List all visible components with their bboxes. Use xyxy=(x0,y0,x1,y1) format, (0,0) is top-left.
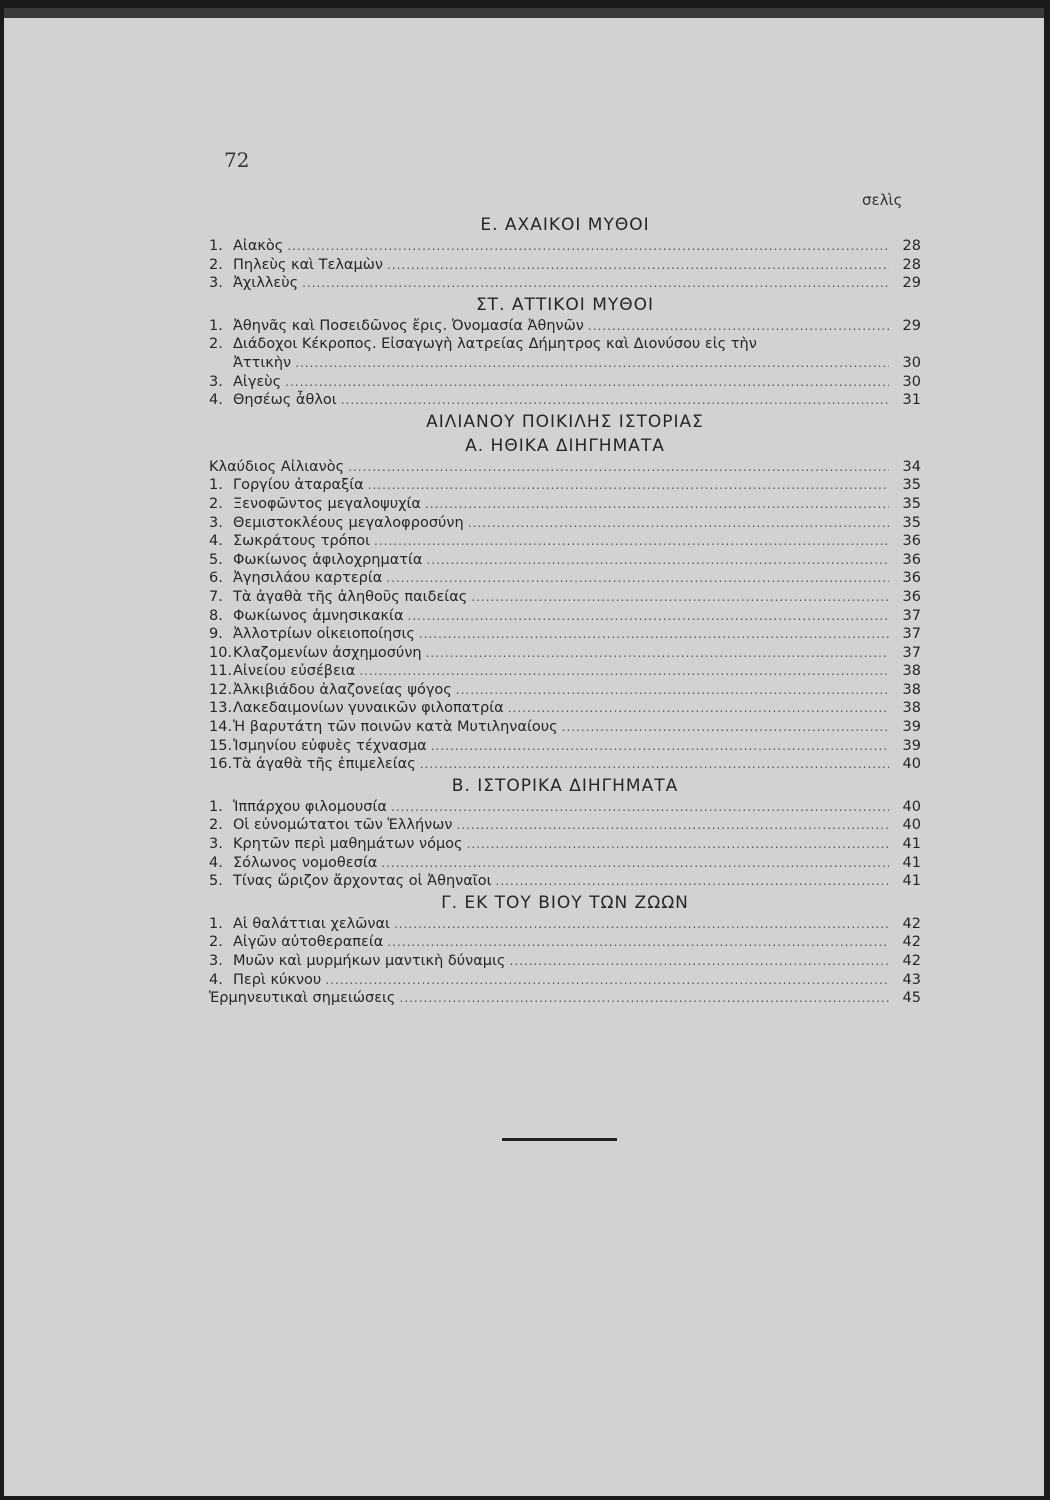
dot-leader xyxy=(468,514,889,533)
entry-number: 9. xyxy=(209,626,223,643)
entry-page: 36 xyxy=(902,551,921,568)
entry-number: 4. xyxy=(209,854,223,871)
section-heading: Α. ΗΘΙΚΑ ΔΙΗΓΗΜΑΤΑ xyxy=(465,435,665,456)
entry-number: 5. xyxy=(209,873,223,890)
entry-number: 10. xyxy=(209,644,233,661)
entry-number: 1. xyxy=(209,915,223,932)
dot-leader xyxy=(408,607,889,626)
entry-title: Σωκράτους τρόποι xyxy=(233,533,371,550)
toc-entry xyxy=(209,391,921,410)
entry-title: Ἱππάρχου φιλομουσία xyxy=(233,798,387,815)
toc-entry xyxy=(209,681,921,700)
entry-page: 36 xyxy=(902,588,921,605)
entry-page: 38 xyxy=(902,700,921,717)
entry-number: 6. xyxy=(209,570,223,587)
entry-number: 1. xyxy=(209,238,223,254)
entry-title: Αἰακὸς xyxy=(233,238,284,254)
entry-title: Φωκίωνος ἀφιλοχρηματία xyxy=(233,551,423,568)
entry-number: 5. xyxy=(209,551,223,568)
dot-leader xyxy=(374,532,889,551)
toc-entry xyxy=(209,644,921,663)
dot-leader xyxy=(426,644,889,663)
entry-title: Ἰσμηνίου εὐφυὲς τέχνασμα xyxy=(233,737,427,754)
entry-page: 29 xyxy=(902,317,921,334)
entry-page: 31 xyxy=(902,392,921,409)
toc-entry xyxy=(209,335,921,354)
toc-entry xyxy=(209,835,921,854)
entry-title: Κρητῶν περὶ μαθημάτων νόμος xyxy=(233,836,463,853)
toc-entry xyxy=(209,495,921,514)
toc-entry xyxy=(209,854,921,873)
toc-entry xyxy=(209,952,921,971)
entry-title: Μυῶν καὶ μυρμήκων μαντικὴ δύναμις xyxy=(233,953,506,969)
dot-leader xyxy=(386,569,889,588)
dot-leader xyxy=(287,237,889,256)
toc-entry xyxy=(209,915,921,934)
entry-page: 39 xyxy=(902,737,921,754)
toc-entry xyxy=(209,737,921,756)
entry-number: 4. xyxy=(209,392,223,409)
toc-entry xyxy=(209,274,921,293)
entry-page: 36 xyxy=(902,570,921,587)
toc-entry xyxy=(209,514,921,533)
entry-page: 30 xyxy=(902,354,921,371)
dot-leader xyxy=(456,681,889,700)
entry-page: 28 xyxy=(902,256,921,273)
toc-entry xyxy=(209,989,921,1008)
toc-entry xyxy=(209,971,921,990)
entry-title: Ἀλκιβιάδου ἀλαζονείας ψόγος xyxy=(233,681,452,698)
dot-leader xyxy=(325,971,889,990)
toc-entry xyxy=(209,625,921,644)
entry-title: Τὰ ἀγαθὰ τῆς ἐπιμελείας xyxy=(233,756,416,773)
toc-entry xyxy=(209,718,921,737)
entry-number: 13. xyxy=(209,700,233,717)
entry-page: 41 xyxy=(902,873,921,890)
entry-title: Ἡ βαρυτάτη τῶν ποινῶν κατὰ Μυτιληναίους xyxy=(233,719,558,736)
page-number: 72 xyxy=(224,148,250,172)
entry-title: Αἰγεὺς xyxy=(233,373,282,390)
entry-page: 39 xyxy=(902,719,921,736)
section-heading: Γ. ΕΚ ΤΟΥ ΒΙΟΥ ΤΩΝ ΖΩΩΝ xyxy=(441,892,689,913)
entry-number: 2. xyxy=(209,336,223,353)
toc-entry xyxy=(209,256,921,275)
entry-title: Οἱ εὐνομώτατοι τῶν Ἑλλήνων xyxy=(233,817,453,834)
toc-entry xyxy=(209,373,921,392)
entry-number: 3. xyxy=(209,373,223,390)
entry-number: 14. xyxy=(209,719,233,736)
dot-leader xyxy=(359,662,889,681)
toc-entry xyxy=(209,532,921,551)
entry-title: Αἱ θαλάττιαι χελῶναι xyxy=(233,915,390,932)
entry-number: 4. xyxy=(209,533,223,550)
dot-leader xyxy=(426,551,889,570)
entry-page: 36 xyxy=(902,533,921,550)
entry-title: Ξενοφῶντος μεγαλοψυχία xyxy=(233,495,421,512)
entry-title: Ἀθηνᾶς καὶ Ποσειδῶνος ἔρις. Ὀνομασία Ἀθηνῶν xyxy=(233,317,584,334)
table-of-contents xyxy=(209,213,921,1008)
entry-page: 40 xyxy=(902,817,921,834)
entry-number: 2. xyxy=(209,256,223,273)
dot-leader xyxy=(368,476,889,495)
dot-leader xyxy=(425,495,889,514)
entry-number: 3. xyxy=(209,275,223,292)
entry-title: Ἀγησιλάου καρτερία xyxy=(233,570,383,587)
section-heading: Β. ΙΣΤΟΡΙΚΑ ΔΙΗΓΗΜΑΤΑ xyxy=(451,775,679,796)
entry-page: 42 xyxy=(902,915,921,932)
entry-number: 2. xyxy=(209,495,223,512)
entry-number: 1. xyxy=(209,477,223,494)
dot-leader xyxy=(394,915,889,934)
dot-leader xyxy=(285,373,889,392)
toc-entry xyxy=(209,662,921,681)
entry-page: 37 xyxy=(902,607,921,624)
dot-leader xyxy=(588,317,889,336)
entry-page: 28 xyxy=(902,238,921,254)
entry-number: 1. xyxy=(209,798,223,815)
dot-leader xyxy=(467,835,889,854)
dot-leader xyxy=(508,699,889,718)
entry-number: 1. xyxy=(209,317,223,334)
toc-entry xyxy=(209,476,921,495)
entry-number: 7. xyxy=(209,588,223,605)
entry-number: 3. xyxy=(209,514,223,531)
entry-page: 37 xyxy=(902,626,921,643)
dot-leader xyxy=(456,816,889,835)
entry-page: 41 xyxy=(902,836,921,853)
entry-title: Ἑρμηνευτικαὶ σημειώσεις xyxy=(209,990,396,1007)
entry-page: 40 xyxy=(902,798,921,815)
toc-entry xyxy=(209,317,921,336)
toc-entry xyxy=(209,699,921,718)
dot-leader xyxy=(348,458,889,477)
dot-leader xyxy=(509,952,889,971)
page-top-edge xyxy=(4,8,1044,18)
toc-entry xyxy=(209,872,921,891)
entry-title: Τὰ ἀγαθὰ τῆς ἀληθοῦς παιδείας xyxy=(233,588,468,605)
entry-page: 37 xyxy=(902,644,921,661)
page-column-label: σελὶς xyxy=(862,191,903,209)
toc-entry xyxy=(209,933,921,952)
toc-entry xyxy=(209,237,921,256)
toc-entry xyxy=(209,569,921,588)
dot-leader xyxy=(420,755,889,774)
entry-title: Ἀλλοτρίων οἰκειοποίησις xyxy=(233,626,415,643)
entry-number: 3. xyxy=(209,836,223,853)
entry-page: 35 xyxy=(902,477,921,494)
entry-number: 11. xyxy=(209,663,233,680)
book-page xyxy=(4,8,1044,1496)
entry-title: Ἀττικὴν xyxy=(233,354,292,371)
dot-leader xyxy=(562,718,889,737)
section-heading: ΣΤ. ΑΤΤΙΚΟΙ ΜΥΘΟΙ xyxy=(475,294,655,315)
closing-rule xyxy=(502,1138,617,1141)
dot-leader xyxy=(471,588,889,607)
dot-leader xyxy=(419,625,889,644)
entry-page: 35 xyxy=(902,514,921,531)
entry-number: 2. xyxy=(209,934,223,951)
entry-title: Θησέως ἆθλοι xyxy=(233,392,337,409)
entry-title: Φωκίωνος ἀμνησικακία xyxy=(233,607,404,624)
entry-page: 43 xyxy=(902,971,921,988)
entry-title: Κλαύδιος Αἰλιανὸς xyxy=(209,458,345,475)
entry-title: Αἰγῶν αὐτοθεραπεία xyxy=(233,934,384,951)
entry-title: Λακεδαιμονίων γυναικῶν φιλοπατρία xyxy=(233,700,504,717)
dot-leader xyxy=(391,798,889,817)
entry-page: 41 xyxy=(902,854,921,871)
entry-title: Πηλεὺς καὶ Τελαμὼν xyxy=(233,256,383,273)
dot-leader xyxy=(399,989,889,1008)
entry-number: 2. xyxy=(209,817,223,834)
dot-leader xyxy=(387,256,889,275)
toc-entry xyxy=(209,588,921,607)
section-heading: ΑΙΛΙΑΝΟΥ ΠΟΙΚΙΛΗΣ ΙΣΤΟΡΙΑΣ xyxy=(426,411,704,432)
entry-number: 12. xyxy=(209,681,233,698)
section-heading: Ε. ΑΧΑΙΚΟΙ ΜΥΘΟΙ xyxy=(480,215,650,235)
entry-number: 4. xyxy=(209,971,223,988)
entry-number: 8. xyxy=(209,607,223,624)
entry-page: 38 xyxy=(902,663,921,680)
entry-page: 30 xyxy=(902,373,921,390)
toc-entry xyxy=(209,755,921,774)
toc-entry xyxy=(209,816,921,835)
toc-entry xyxy=(209,551,921,570)
entry-page: 40 xyxy=(902,756,921,773)
toc-entry xyxy=(209,607,921,626)
toc-entry xyxy=(209,798,921,817)
dot-leader xyxy=(295,354,889,373)
entry-title: Διάδοχοι Κέκροπος. Εἰσαγωγὴ λατρείας Δήμητρος καὶ Διονύσου εἰς τὴν xyxy=(233,336,757,353)
entry-number: 3. xyxy=(209,953,223,969)
entry-page: 42 xyxy=(902,953,921,969)
toc-entry xyxy=(209,354,921,373)
dot-leader xyxy=(431,737,889,756)
entry-page: 29 xyxy=(902,275,921,292)
toc-entry xyxy=(209,458,921,477)
entry-page: 34 xyxy=(902,458,921,475)
entry-title: Ἀχιλλεὺς xyxy=(233,275,299,292)
dot-leader xyxy=(302,274,889,293)
entry-title: Θεμιστοκλέους μεγαλοφροσύνη xyxy=(233,514,464,531)
entry-title: Περὶ κύκνου xyxy=(233,971,322,988)
entry-title: Γοργίου ἀταραξία xyxy=(233,477,364,494)
entry-number: 16. xyxy=(209,756,233,773)
entry-number: 15. xyxy=(209,737,233,754)
dot-leader xyxy=(387,933,889,952)
entry-title: Σόλωνος νομοθεσία xyxy=(233,854,378,871)
entry-page: 35 xyxy=(902,495,921,512)
entry-page: 45 xyxy=(902,990,921,1007)
entry-title: Τίνας ὥριζον ἄρχοντας οἱ Ἀθηναῖοι xyxy=(233,873,492,890)
entry-page: 42 xyxy=(902,934,921,951)
entry-title: Αἰνείου εὐσέβεια xyxy=(233,663,356,680)
entry-title: Κλαζομενίων ἀσχημοσύνη xyxy=(233,644,422,661)
dot-leader xyxy=(381,854,889,873)
dot-leader xyxy=(496,872,890,891)
dot-leader xyxy=(341,391,889,410)
entry-page: 38 xyxy=(902,681,921,698)
